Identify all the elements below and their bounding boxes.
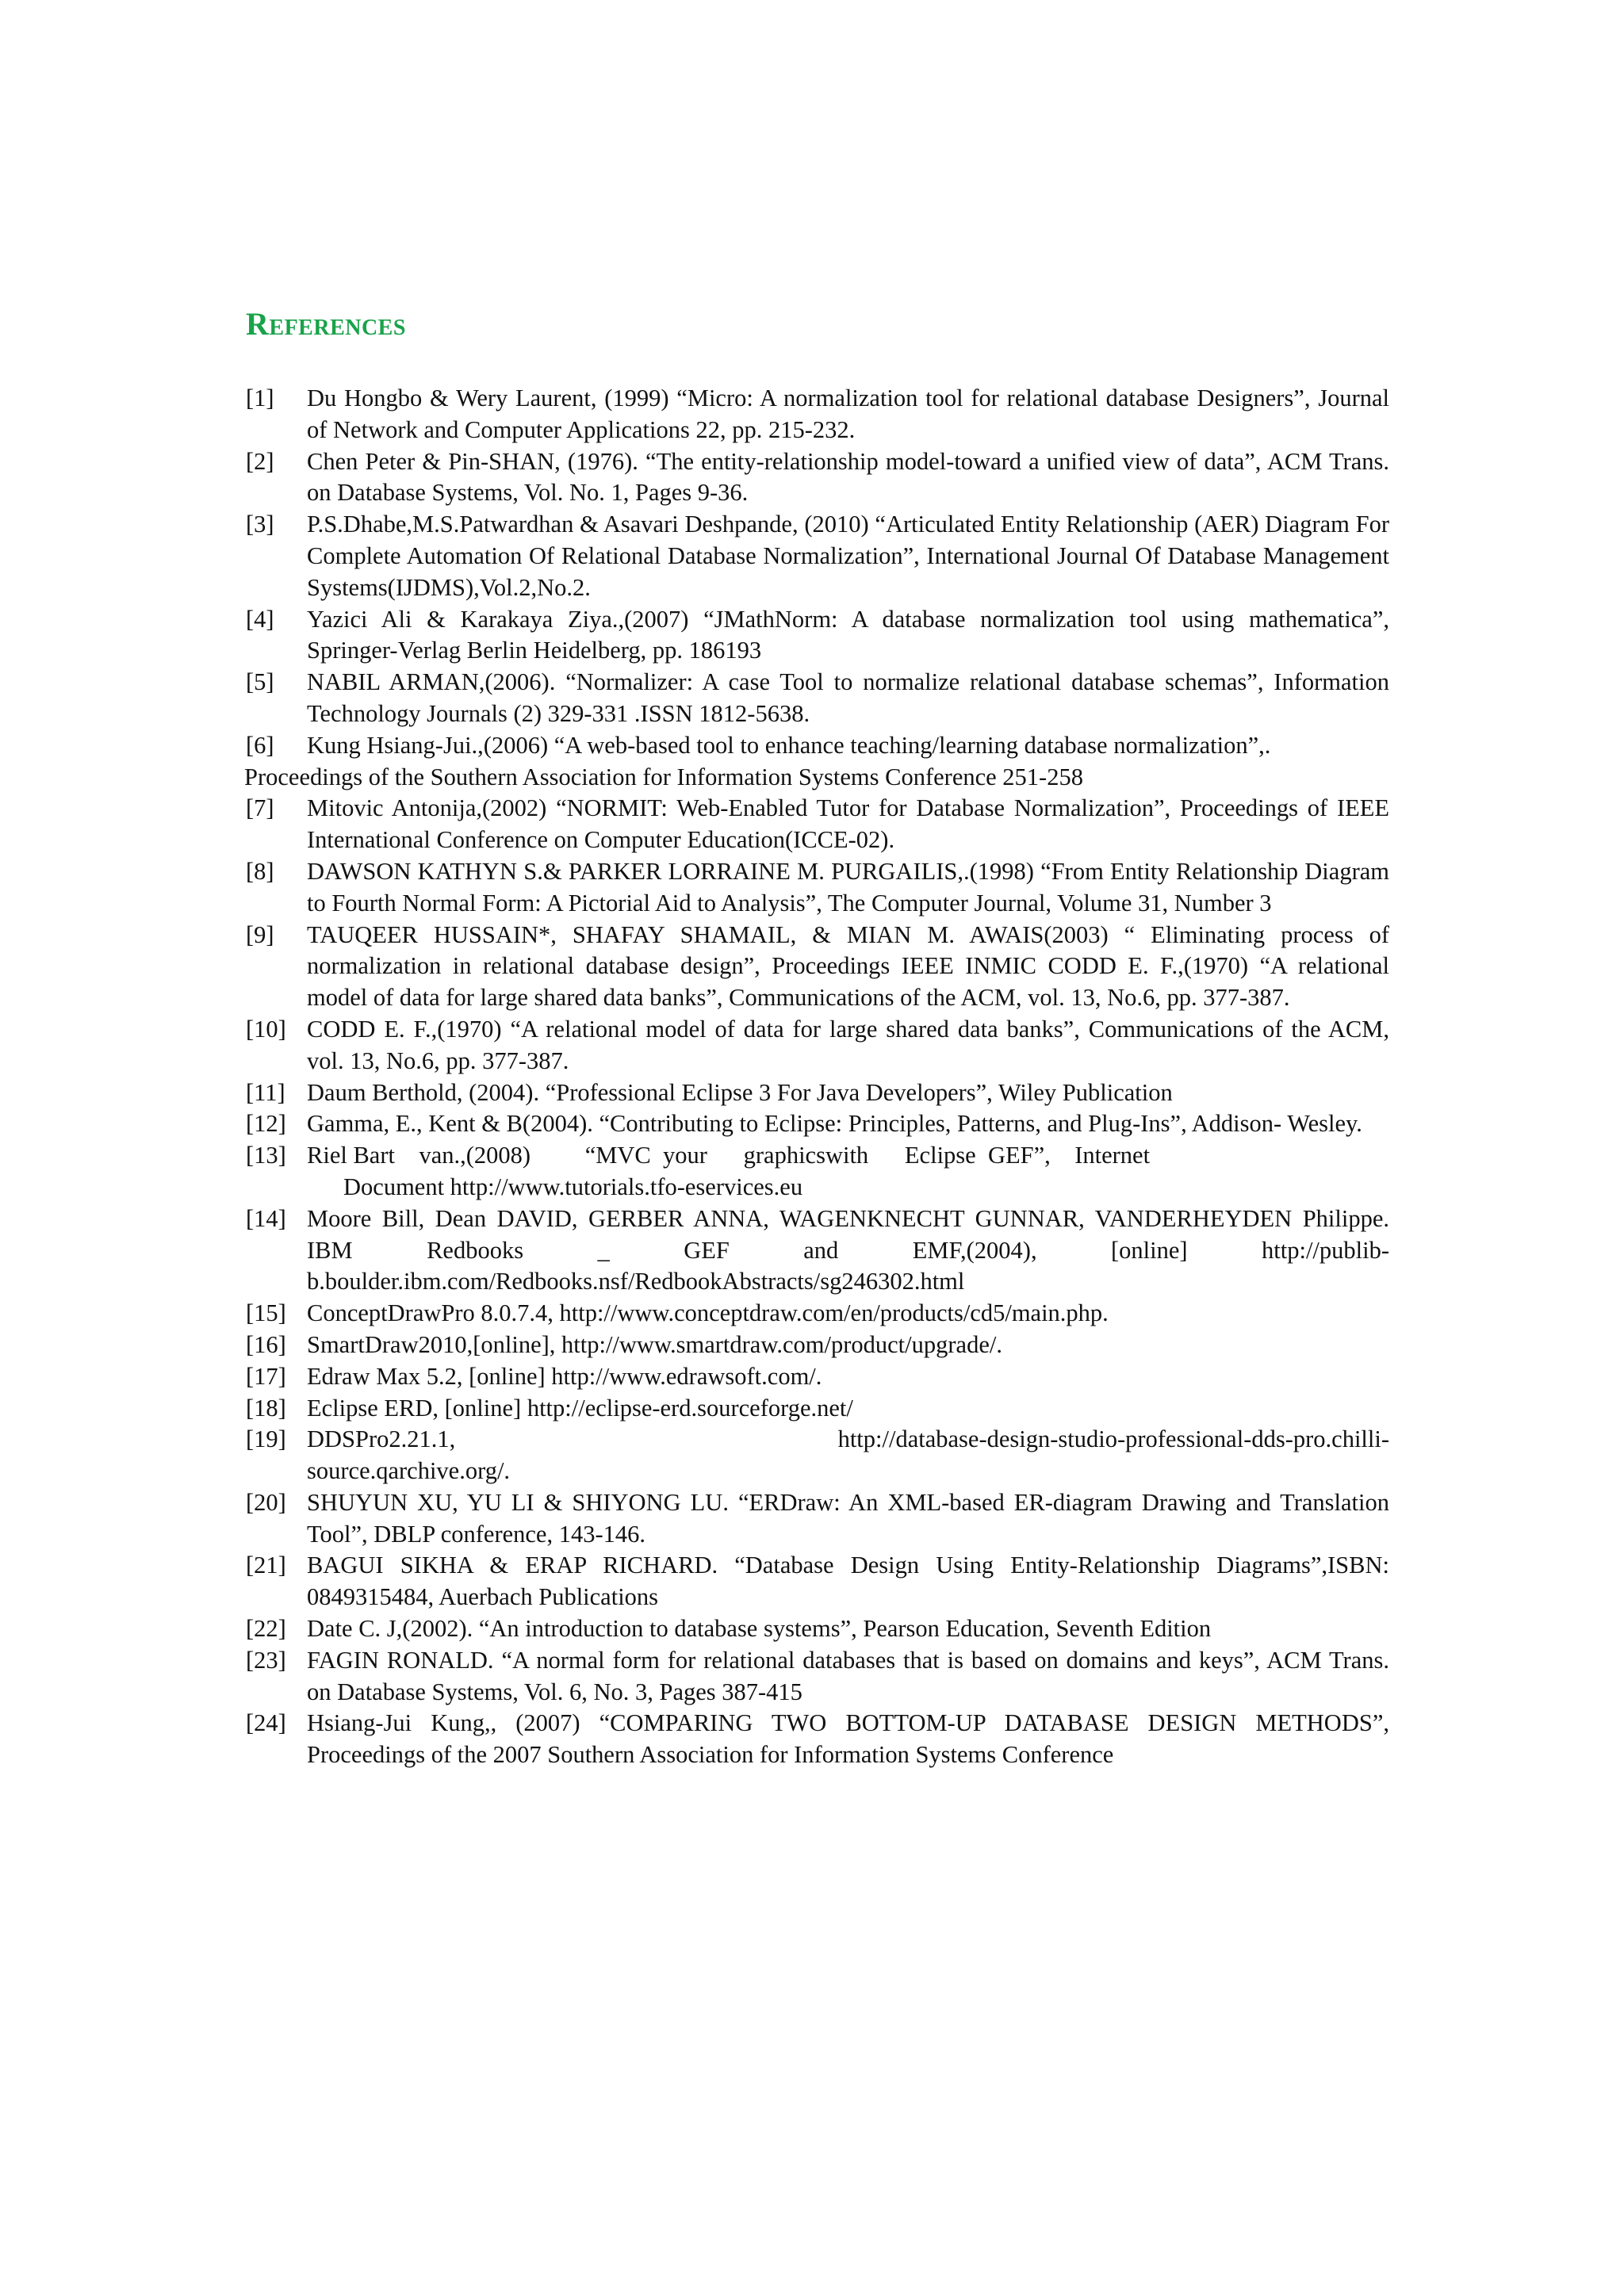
reference-text: CODD E. F.,(1970) “A relational model of data for large shared data banks”, Communications of the ACM, vol. 13, No.6, pp. 377-387.: [307, 1015, 1389, 1074]
reference-number: [8]: [246, 857, 274, 885]
reference-number: [14]: [246, 1204, 286, 1232]
reference-text: Chen Peter & Pin-SHAN, (1976). “The entity-relationship model-toward a unified view of data”, ACM Trans. on Database Systems, Vol. No. 1, Pages 9-36.: [307, 447, 1389, 507]
reference-item: [246, 1487, 1389, 1551]
reference-text: NABIL ARMAN,(2006). “Normalizer: A case Tool to normalize relational database schemas”, Information Technology Journals (2) 329-331 .ISSN 1812-5638.: [307, 668, 1389, 727]
reference-item: [246, 383, 1389, 446]
reference-number: [2]: [246, 447, 274, 475]
reference-item: [246, 1361, 1389, 1393]
reference-number: [18]: [246, 1394, 286, 1422]
reference-number: [21]: [246, 1552, 286, 1579]
reference-item: [246, 793, 1389, 856]
section-heading: References: [246, 306, 406, 342]
reference-item: [246, 1424, 1389, 1487]
reference-text-line: Document http://www.tutorials.tfo-eservices.eu: [343, 1173, 803, 1200]
reference-item: [246, 730, 1389, 762]
reference-item: [246, 1393, 1389, 1425]
reference-number: [1]: [246, 385, 274, 411]
reference-item: [246, 509, 1389, 603]
reference-text: P.S.Dhabe,M.S.Patwardhan & Asavari Deshpande, (2010) “Articulated Entity Relationship (AER) Diagram For Complete Automation Of Relational Database Normalization”, International Journal Of Database Management Systems(IJDMS),Vol.2,No.2.: [307, 511, 1389, 601]
reference-item: [246, 1077, 1389, 1109]
reference-item: [246, 1330, 1389, 1361]
reference-text: ConceptDrawPro 8.0.7.4, http://www.conceptdraw.com/en/products/cd5/main.php.: [307, 1299, 1109, 1327]
reference-text: Hsiang-Jui Kung,, (2007) “COMPARING TWO BOTTOM-UP DATABASE DESIGN METHODS”, Proceedings of the 2007 Southern Association for Information Systems Conference: [307, 1709, 1389, 1769]
reference-text: DDSPro2.21.1, http://database-design-studio-professional-dds-pro.chilli-source.qarchive.org/.: [307, 1425, 1389, 1485]
reference-number: [12]: [246, 1110, 286, 1138]
reference-item: [246, 604, 1389, 668]
reference-number: [22]: [246, 1615, 286, 1643]
reference-text: SmartDraw2010,[online], http://www.smartdraw.com/product/upgrade/.: [307, 1330, 1002, 1358]
reference-text-line: Riel Bart van.,(2008) “MVC your graphicswith Eclipse GEF”, Internet: [307, 1142, 1151, 1169]
reference-number: [6]: [246, 731, 274, 759]
reference-list: [246, 383, 1389, 1771]
reference-text: TAUQEER HUSSAIN*, SHAFAY SHAMAIL, & MIAN M. AWAIS(2003) “ Eliminating process of normalization in relational database design”, Proceedings IEEE INMIC CODD E. F.,(1970) “A relational model of data for large shared data banks”, Communications of the ACM, vol. 13, No.6, pp. 377-387.: [307, 920, 1389, 1012]
reference-item: [246, 1645, 1389, 1709]
references-page: [246, 305, 1389, 1771]
reference-number: [19]: [246, 1425, 286, 1453]
reference-number: [17]: [246, 1362, 286, 1390]
reference-text: Moore Bill, Dean DAVID, GERBER ANNA, WAGENKNECHT GUNNAR, VANDERHEYDEN Philippe. IBM Redbooks _ GEF and EMF,(2004), [online] http://publib-b.boulder.ibm.com/Redbooks.nsf/RedbookAbstracts/sg246302.html: [307, 1204, 1389, 1295]
reference-item: [246, 1140, 1389, 1203]
reference-number: [9]: [246, 920, 274, 948]
reference-text: SHUYUN XU, YU LI & SHIYONG LU. “ERDraw: An XML-based ER-diagram Drawing and Translation Tool”, DBLP conference, 143-146.: [307, 1488, 1389, 1548]
reference-text: Kung Hsiang-Jui.,(2006) “A web-based tool to enhance teaching/learning database normalization”,.: [307, 731, 1271, 759]
reference-text: Du Hongbo & Wery Laurent, (1999) “Micro: A normalization tool for relational database Designers”, Journal of Network and Computer Applications 22, pp. 215-232.: [307, 385, 1389, 443]
reference-number: [4]: [246, 605, 274, 633]
reference-number: [20]: [246, 1488, 286, 1516]
reference-number: [3]: [246, 511, 274, 538]
reference-number: [11]: [246, 1078, 285, 1106]
reference-item: [246, 667, 1389, 730]
reference-text: Mitovic Antonija,(2002) “NORMIT: Web-Enabled Tutor for Database Normalization”, Proceedings of IEEE International Conference on Computer Education(ICCE-02).: [307, 794, 1389, 854]
reference-number: [13]: [246, 1142, 286, 1169]
reference-text: Daum Berthold, (2004). “Professional Eclipse 3 For Java Developers”, Wiley Publication: [307, 1078, 1173, 1106]
reference-item: [246, 1108, 1389, 1140]
reference-item: [246, 1298, 1389, 1330]
reference-number: [24]: [246, 1709, 286, 1737]
reference-text: Edraw Max 5.2, [online] http://www.edrawsoft.com/.: [307, 1362, 822, 1390]
reference-item: [246, 1014, 1389, 1077]
reference-text: Date C. J,(2002). “An introduction to database systems”, Pearson Education, Seventh Edition: [307, 1615, 1212, 1643]
reference-number: [7]: [246, 794, 274, 822]
reference-text: [307, 1140, 1389, 1203]
reference-number: [10]: [246, 1015, 286, 1043]
reference-number: [15]: [246, 1299, 286, 1327]
reference-item: [246, 1708, 1389, 1771]
reference-text: Gamma, E., Kent & B(2004). “Contributing to Eclipse: Principles, Patterns, and Plug-Ins”, Addison- Wesley.: [307, 1110, 1362, 1138]
reference-text: FAGIN RONALD. “A normal form for relational databases that is based on domains and keys”, ACM Trans. on Database Systems, Vol. 6, No. 3, Pages 387-415: [307, 1646, 1389, 1705]
reference-item: [246, 1613, 1389, 1645]
reference-number: [16]: [246, 1330, 286, 1358]
reference-item: [246, 920, 1389, 1014]
reference-number: [23]: [246, 1646, 286, 1674]
reference-number: [5]: [246, 668, 274, 696]
reference-item: [246, 1203, 1389, 1298]
reference-text: Eclipse ERD, [online] http://eclipse-erd.sourceforge.net/: [307, 1394, 853, 1422]
reference-item: [246, 1550, 1389, 1613]
reference-item: [246, 446, 1389, 510]
reference-text: Yazici Ali & Karakaya Ziya.,(2007) “JMathNorm: A database normalization tool using mathematica”, Springer-Verlag Berlin Heidelberg, pp. 186193: [307, 605, 1389, 664]
reference-continuation-line: Proceedings of the Southern Association for Information Systems Conference 251-258: [244, 763, 1083, 790]
reference-text: DAWSON KATHYN S.& PARKER LORRAINE M. PURGAILIS,.(1998) “From Entity Relationship Diagram to Fourth Normal Form: A Pictorial Aid to Analysis”, The Computer Journal, Volume 31, Number 3: [307, 857, 1389, 916]
reference-item: [246, 856, 1389, 920]
reference-text: BAGUI SIKHA & ERAP RICHARD. “Database Design Using Entity-Relationship Diagrams”,ISBN: 0849315484, Auerbach Publications: [307, 1552, 1389, 1611]
